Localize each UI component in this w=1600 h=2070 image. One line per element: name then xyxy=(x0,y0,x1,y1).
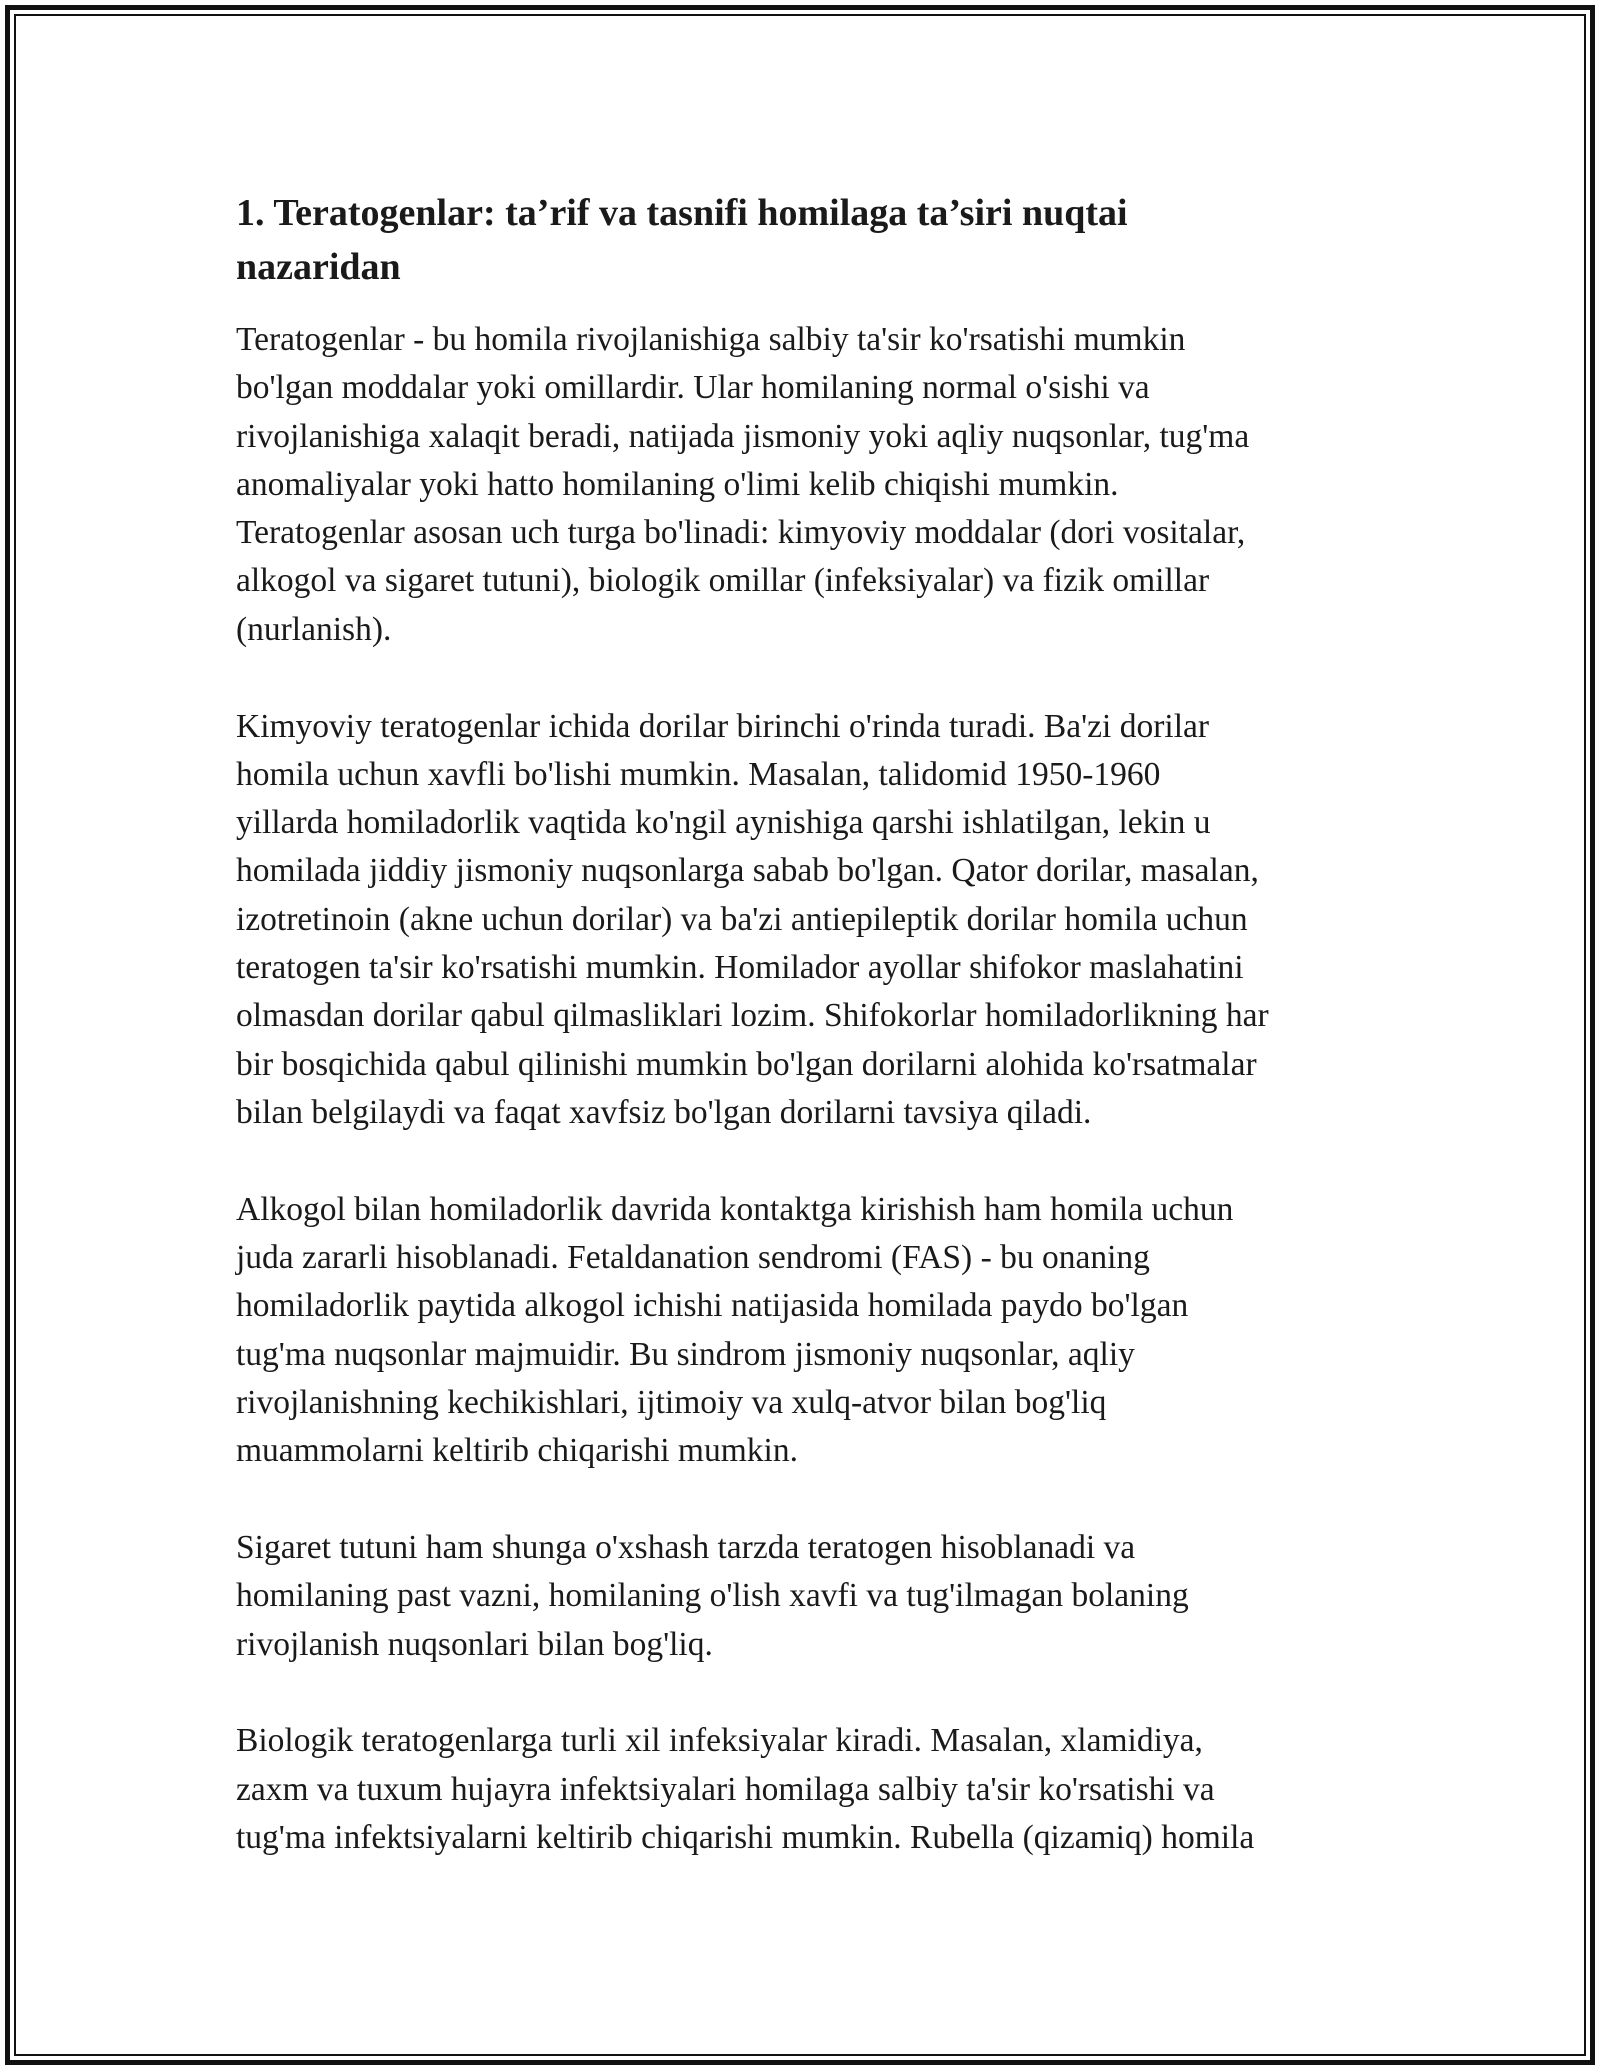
paragraph-biological-teratogens: Biologik teratogenlarga turli xil infeksiyalar kiradi. Masalan, xlamidiya, zaxm va tuxum hujayra infektsiyalari homilaga salbiy ta'sir ko'rsatishi va tug'ma infektsiyalarni keltirib chiqarishi mumkin. Rubella (qizamiq) homila xyxy=(236,1722,1255,1857)
section-heading: 1. Teratogenlar: ta’rif va tasnifi homilaga ta’siri nuqtai nazaridan xyxy=(236,192,1128,288)
paragraph-cigarette-smoke: Sigaret tutuni ham shunga o'xshash tarzda teratogen hisoblanadi va homilaning past vazni, homilaning o'lish xavfi va tug'ilmagan bolaning rivojlanish nuqsonlari bilan bog'liq. xyxy=(236,1529,1189,1663)
paragraph-definition: Teratogenlar - bu homila rivojlanishiga salbiy ta'sir ko'rsatishi mumkin bo'lgan moddalar yoki omillardir. Ular homilaning normal o'sishi va rivojlanishiga xalaqit beradi, natijada jismoniy yoki aqliy nuqsonlar, tug'ma anomaliyalar yoki hatto homilaning o'limi kelib chiqishi mumkin. Teratogenlar asosan uch turga bo'linadi: kimyoviy moddalar (dori vositalar, alkogol va sigaret tutuni), biologik omillar (infeksiyalar) va fizik omillar (nurlanish). xyxy=(236,321,1250,648)
paragraph-chemical-teratogens: Kimyoviy teratogenlar ichida dorilar birinchi o'rinda turadi. Ba'zi dorilar homila uchun xavfli bo'lishi mumkin. Masalan, talidomid 1950-1960 yillarda homiladorlik vaqtida ko'ngil aynishiga qarshi ishlatilgan, lekin u homilada jiddiy jismoniy nuqsonlarga sabab bo'lgan. Qator dorilar, masalan, izotretinoin (akne uchun dorilar) va ba'zi antiepileptik dorilar homila uchun teratogen ta'sir ko'rsatishi mumkin. Homilador ayollar shifokor maslahatini olmasdan dorilar qabul qilmasliklari lozim. Shifokorlar homiladorlikning har bir bosqichida qabul qilinishi mumkin bo'lgan dorilarni alohida ko'rsatmalar bilan belgilaydi va faqat xavfsiz bo'lgan dorilarni tavsiya qiladi. xyxy=(236,707,1269,1131)
paragraph-alcohol: Alkogol bilan homiladorlik davrida kontaktga kirishish ham homila uchun juda zararli hisoblanadi. Fetaldanation sendromi (FAS) - bu onaning homiladorlik paytida alkogol ichishi natijasida homilada paydo bo'lgan tug'ma nuqsonlar majmuidir. Bu sindrom jismoniy nuqsonlar, aqliy rivojlanishning kechikishlari, ijtimoiy va xulq-atvor bilan bog'liq muammolarni keltirib chiqarishi mumkin. xyxy=(236,1190,1234,1470)
document-body xyxy=(236,186,1366,1862)
